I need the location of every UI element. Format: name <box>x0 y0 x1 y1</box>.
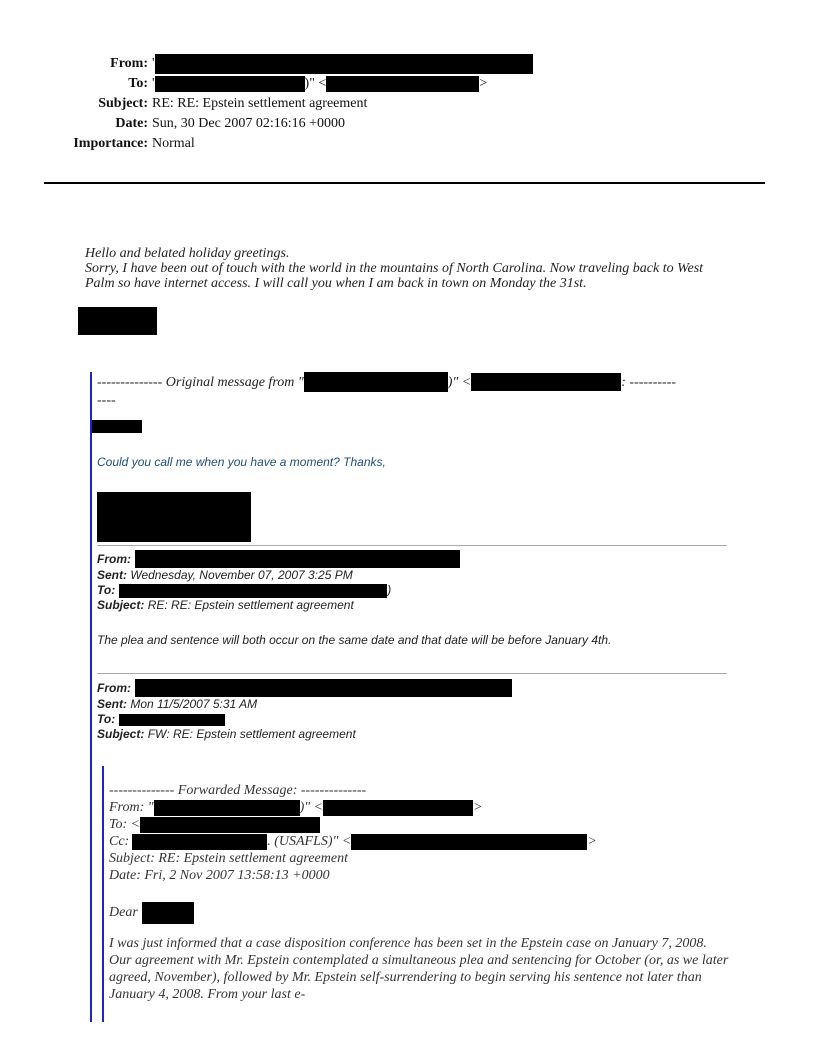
reply-body <box>85 246 735 291</box>
subject-value: RE: RE: Epstein settlement agreement <box>152 96 368 111</box>
from-label: From: <box>110 56 148 71</box>
forwarded-to-prefix: To: < <box>109 817 141 832</box>
email1-header <box>97 550 460 613</box>
to-row <box>52 74 533 94</box>
redaction-block <box>471 373 621 391</box>
redaction-block <box>326 76 479 92</box>
importance-row <box>52 134 533 154</box>
email1-sent-value: Wednesday, November 07, 2007 3:25 PM <box>130 568 353 582</box>
email1-body: The plea and sentence will both occur on the same date and that date will be before January 4th. <box>97 633 612 647</box>
to-label: To: <box>128 76 148 91</box>
signature-redaction <box>78 307 157 335</box>
email1-subject-label: Subject: <box>97 598 145 612</box>
forwarded-from-mid: )" < <box>299 800 324 815</box>
forwarded-paragraph: I was just informed that a case disposition conference has been set in the Epstein case on January 7, 2008. Our agreement with Mr. Epstein contemplated a simultaneous plea and sentencing for October (or, as we later agreed, November), followed by Mr. Epstein self-surrendering to begin serving his sentence not later than January 4, 2008. From your last e- <box>109 936 729 1002</box>
email2-from-label: From: <box>97 680 131 695</box>
redaction-block <box>155 76 305 92</box>
forwarded-cc-row <box>109 833 597 850</box>
forward-quote-bar <box>102 766 104 1022</box>
email-separator <box>97 545 727 546</box>
redaction-block <box>135 679 512 697</box>
redaction-block <box>142 902 194 924</box>
signature-redaction <box>97 492 251 542</box>
original-suffix: : ---------- <box>621 374 677 390</box>
from-row <box>52 54 533 74</box>
importance-label: Importance: <box>73 136 148 151</box>
redaction-block <box>140 817 320 833</box>
forwarded-header <box>109 782 597 884</box>
original-message-heading <box>97 372 737 409</box>
header-divider <box>44 182 765 184</box>
forwarded-subject: Subject: RE: Epstein settlement agreement <box>109 851 348 866</box>
forwarded-cc-prefix: Cc: <box>109 834 130 849</box>
importance-value: Normal <box>152 136 195 151</box>
redaction-block <box>132 834 267 850</box>
original-mid: )" < <box>447 374 472 390</box>
forwarded-from-prefix: From: " <box>109 800 154 815</box>
email1-to-tail: ) <box>387 583 392 597</box>
email1-sent-label: Sent: <box>97 568 127 582</box>
forwarded-date: Date: Fri, 2 Nov 2007 13:58:13 +0000 <box>109 868 330 883</box>
email2-to-label: To: <box>97 712 116 726</box>
subject-label: Subject: <box>98 96 148 111</box>
redaction-block <box>135 550 460 568</box>
to-prefix: ' <box>152 76 155 91</box>
redaction-block <box>155 54 533 74</box>
greeting-line: Hello and belated holiday greetings. <box>85 246 290 261</box>
to-suffix: > <box>479 76 488 91</box>
date-label: Date: <box>115 116 148 131</box>
email-separator <box>97 673 727 674</box>
redaction-block <box>351 834 587 850</box>
original-prefix: -------------- Original message from " <box>97 374 304 390</box>
redaction-block <box>119 714 225 726</box>
redaction-block <box>304 372 448 392</box>
email1-subject-value: RE: RE: Epstein settlement agreement <box>147 598 354 612</box>
dear-label: Dear <box>109 905 138 920</box>
call-request: Could you call me when you have a moment? Thanks, <box>97 455 386 469</box>
email2-header <box>97 679 512 742</box>
quote-bar <box>90 372 92 1022</box>
forwarded-from-suffix: > <box>473 800 483 815</box>
forwarded-title: -------------- Forwarded Message: -------------- <box>109 783 367 798</box>
email2-sent-label: Sent: <box>97 697 127 711</box>
redaction-block <box>119 584 387 598</box>
date-row <box>52 114 533 134</box>
salutation-redaction <box>92 420 142 433</box>
forwarded-to-row <box>109 816 597 833</box>
subject-row <box>52 94 533 114</box>
email1-to-label: To: <box>97 583 116 597</box>
forwarded-cc-suffix: > <box>587 834 597 849</box>
reply-paragraph: Sorry, I have been out of touch with the world in the mountains of North Carolina. Now traveling back to West Palm so have internet access. I will call you when I am back in town on Monday the 31st. <box>85 261 704 291</box>
original-wrap: ---- <box>97 393 116 408</box>
email1-from-label: From: <box>97 551 131 566</box>
redaction-block <box>323 800 473 816</box>
email2-sent-value: Mon 11/5/2007 5:31 AM <box>130 697 258 711</box>
from-value: ' <box>152 56 155 71</box>
forwarded-from-row <box>109 799 597 816</box>
email2-subject-value: FW: RE: Epstein settlement agreement <box>147 727 356 741</box>
email-header <box>52 54 533 154</box>
forwarded-body <box>109 935 729 1003</box>
forwarded-cc-mid: . (USAFLS)" < <box>267 834 352 849</box>
date-value: Sun, 30 Dec 2007 02:16:16 +0000 <box>152 116 345 131</box>
forwarded-salutation <box>109 902 194 924</box>
to-mid: )" < <box>304 76 327 91</box>
email2-subject-label: Subject: <box>97 727 145 741</box>
redaction-block <box>154 800 300 816</box>
